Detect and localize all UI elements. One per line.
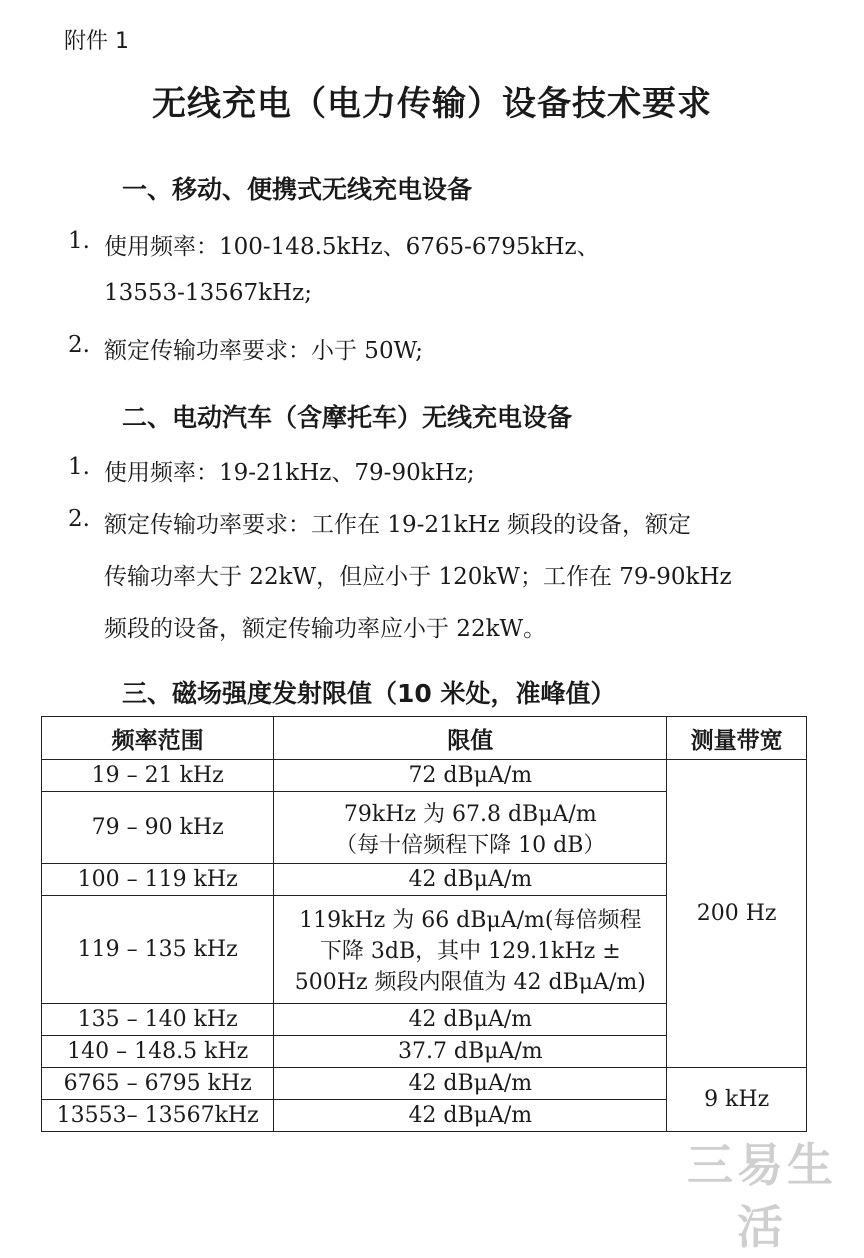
section1-item2-line1: 额定传输功率要求：小于 50W; — [104, 338, 423, 364]
limit-cell — [274, 864, 667, 896]
watermark-logo: 三易生活 — [664, 1134, 860, 1200]
limit-line: 119kHz 为 66 dBμA/m(每倍频程 — [299, 908, 642, 933]
section1-item1-number: 1. — [68, 228, 90, 254]
limit-cell — [274, 896, 667, 1004]
section2-item2-line2: 传输功率大于 22kW，但应小于 120kW；工作在 79-90kHz — [104, 564, 732, 590]
freq-cell: 100 – 119 kHz — [42, 864, 274, 896]
freq-cell: 6765 – 6795 kHz — [42, 1068, 274, 1100]
freq-cell: 140 – 148.5 kHz — [42, 1036, 274, 1068]
table-row — [42, 760, 807, 792]
section2-item2-line3: 频段的设备，额定传输功率应小于 22kW。 — [104, 616, 547, 642]
freq-cell: 135 – 140 kHz — [42, 1004, 274, 1036]
limit-cell — [274, 1068, 667, 1100]
section2-heading: 二、电动汽车（含摩托车）无线充电设备 — [122, 403, 573, 432]
limit-cell — [274, 1036, 667, 1068]
section2-item2-line1: 额定传输功率要求：工作在 19-21kHz 频段的设备，额定 — [104, 512, 692, 538]
limit-line: （每十倍频程下降 10 dB） — [335, 832, 606, 858]
limit-line: 79kHz 为 67.8 dBμA/m — [343, 801, 597, 827]
limit-cell — [274, 1004, 667, 1036]
header-bandwidth: 测量带宽 — [667, 717, 807, 760]
limit-line: 500Hz 频段内限值为 42 dBμA/m) — [294, 970, 646, 995]
section1-item1-line1: 使用频率：100-148.5kHz、6765-6795kHz、 — [104, 234, 600, 260]
section1-item1-line2: 13553-13567kHz; — [104, 280, 312, 306]
section2-item1-line1: 使用频率：19-21kHz、79-90kHz; — [104, 460, 475, 486]
freq-cell: 119 – 135 kHz — [42, 896, 274, 1004]
freq-cell: 79 – 90 kHz — [42, 792, 274, 864]
limit-cell — [274, 1100, 667, 1132]
freq-cell: 13553– 13567kHz — [42, 1100, 274, 1132]
table-header-row — [42, 717, 807, 760]
section1-item2-number: 2. — [68, 332, 90, 358]
limit-cell — [274, 760, 667, 792]
bandwidth-cell-high: 9 kHz — [667, 1068, 807, 1132]
limit-line: 42 dBμA/m — [408, 1071, 533, 1096]
freq-cell: 19 – 21 kHz — [42, 760, 274, 792]
limit-line: 下降 3dB，其中 129.1kHz ± — [319, 939, 621, 964]
header-limit: 限值 — [274, 717, 667, 760]
emission-limits-table — [41, 716, 807, 1132]
page-title: 无线充电（电力传输）设备技术要求 — [152, 84, 712, 124]
section3-heading: 三、磁场强度发射限值（10 米处，准峰值） — [122, 679, 616, 708]
header-frequency-range: 频率范围 — [42, 717, 274, 760]
limit-line: 72 dBμA/m — [408, 763, 533, 788]
attachment-label: 附件 1 — [64, 29, 129, 54]
section2-item1-number: 1. — [68, 454, 90, 480]
limit-line: 42 dBμA/m — [408, 1007, 533, 1032]
limit-line: 42 dBμA/m — [408, 867, 533, 892]
bandwidth-cell-low: 200 Hz — [667, 760, 807, 1068]
section1-heading: 一、移动、便携式无线充电设备 — [122, 175, 473, 204]
limit-line: 37.7 dBμA/m — [397, 1039, 543, 1064]
section2-item2-number: 2. — [68, 506, 90, 532]
table-row — [42, 1068, 807, 1100]
limit-line: 42 dBμA/m — [408, 1103, 533, 1128]
limit-cell — [274, 792, 667, 864]
